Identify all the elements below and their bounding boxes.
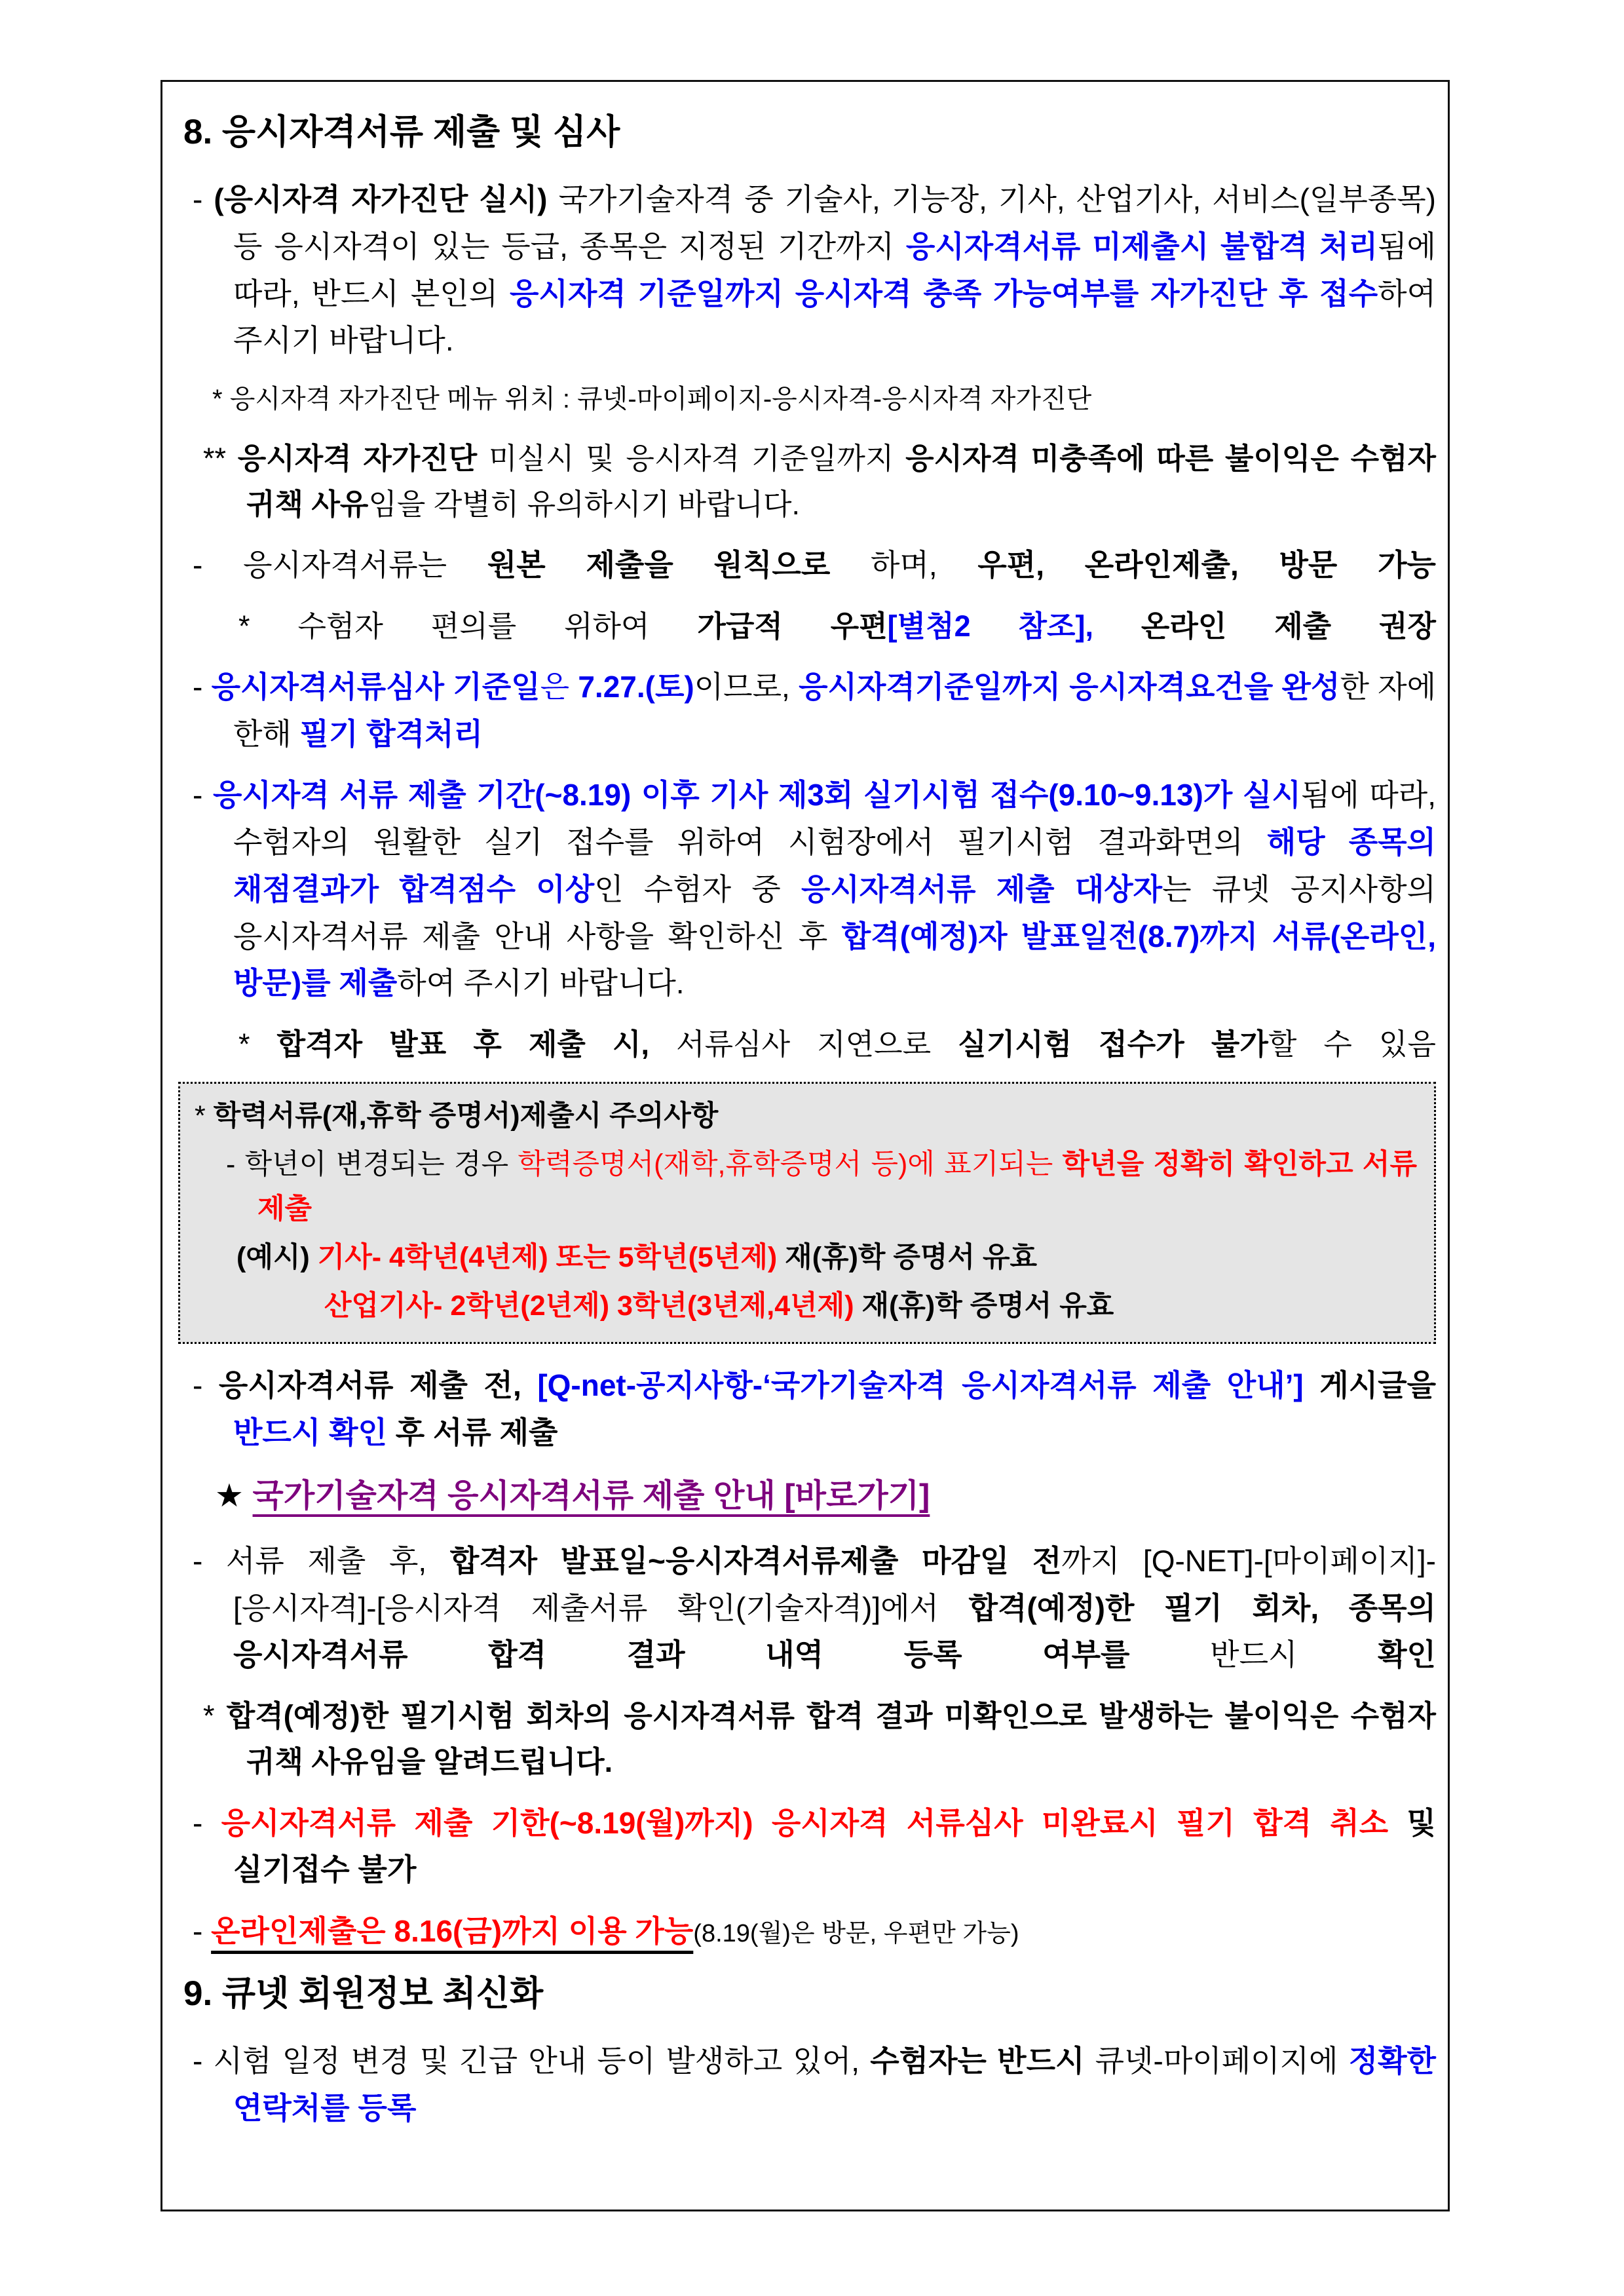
blue-text-run: 합격(예정)자 발표일전(8.7)까지 서류(온라인, 방문)를 제출 xyxy=(233,919,1437,1001)
text-run: 응시자격서류 제출 전, xyxy=(218,1368,538,1403)
blue-text-run: 필기 합격처리 xyxy=(299,716,483,751)
asterisk-marker: * xyxy=(195,1100,214,1132)
blue-text-run: 응시자격 서류 제출 기간(~8.19) 이후 기사 제3회 실기시험 접수(9.10~9.13)가 실시 xyxy=(212,778,1301,813)
red-text-run: 온라인제출은 8.16(금)까지 이용 가능 xyxy=(211,1914,694,1949)
text-run: 응시자격서류는 xyxy=(243,547,487,582)
text-run: 원본 제출을 원칙으로 xyxy=(487,547,831,582)
heading-8 xyxy=(176,108,1436,157)
blue-text-run: 응시자격서류심사 기준일 xyxy=(211,669,540,704)
text-run: 재(휴)학 증명서 유효 xyxy=(777,1242,1038,1274)
red-text-run: 학력증명서(재학,휴학증명서 등)에 표기되는 xyxy=(518,1149,1063,1181)
text-run: 응시자격 미충족에 따른 불이익은 수험자 귀책 사유 xyxy=(246,441,1436,521)
text-run: 까지 [Q-NET]-[마이페이지]-[응시자격]-[응시자격 제출서류 확인(기술자격)]에서 xyxy=(233,1543,1436,1625)
blue-text-run: 해당 종목의 채점결과가 합격점수 이상 xyxy=(233,825,1436,906)
asterisk-marker: * xyxy=(238,609,298,643)
text-run: 합격자 발표 후 제출 시, xyxy=(276,1027,650,1062)
text-run: 하여 주시기 바랍니다. xyxy=(397,966,685,1001)
notice-box-line xyxy=(195,1094,1417,1139)
text-run: 임을 각별히 유의하시기 바랍니다. xyxy=(368,487,800,521)
dash-marker: - xyxy=(193,1805,221,1840)
dash-marker: - xyxy=(226,1149,245,1181)
text-run: 합격자 발표일~응시자격서류제출 마감일 전 xyxy=(449,1543,1062,1578)
text-run: 한 자에 한해 xyxy=(233,669,1436,751)
text-run: (예시) xyxy=(236,1242,318,1274)
notice-box-line xyxy=(195,1236,1417,1280)
text-run: 재(휴)학 증명서 유효 xyxy=(854,1290,1114,1322)
text-run: 서류 제출 후, xyxy=(225,1543,450,1578)
asterisk-marker: * xyxy=(238,1027,277,1062)
text-run: 온라인 제출 권장 xyxy=(1093,609,1436,643)
note-result-uncheck xyxy=(176,1693,1436,1785)
text-run: (응시자격 자가진단 실시) xyxy=(214,182,559,217)
dash-marker: - xyxy=(193,1914,212,1949)
blue-text-run: 응시자격서류 미제출시 불합격 처리 xyxy=(905,229,1378,263)
text-run: 실기시험 접수가 불가 xyxy=(958,1027,1268,1062)
text-run: 는 큐넷 공지사항의 응시자격서류 제출 안내 사항을 확인하신 후 xyxy=(233,871,1436,953)
subnote-late-submit xyxy=(176,1022,1436,1067)
para-qnet-notice xyxy=(176,1362,1436,1457)
para-after-submit-check xyxy=(176,1538,1436,1679)
para-submit-period xyxy=(176,772,1436,1007)
text-run: 응시자격 자가진단 xyxy=(237,441,478,475)
text-run: 서류심사 지연으로 xyxy=(649,1027,958,1062)
dash-marker: - xyxy=(193,547,244,582)
notice-box-line xyxy=(195,1143,1417,1232)
red-text-run: 응시자격서류 제출 기한(~8.19(월)까지) 응시자격 서류심사 미완료시 필기 합격 취소 xyxy=(221,1805,1389,1840)
blue-text-run: [별첨2 참조], xyxy=(887,609,1093,643)
text-run: 우편, 온라인제출, 방문 가능 xyxy=(977,547,1436,582)
blue-text-run: 정확한 연락처를 등록 xyxy=(233,2044,1436,2125)
dash-marker: - xyxy=(193,182,214,217)
text-run: 할 수 있음 xyxy=(1268,1027,1436,1062)
para-online-submit-deadline xyxy=(176,1908,1436,1955)
text-run: 수험자는 반드시 xyxy=(870,2044,1085,2078)
star-icon: ★ xyxy=(215,1478,253,1514)
text-run: 하며, xyxy=(830,547,978,582)
text-run: 학력서류(재,휴학 증명서)제출시 주의사항 xyxy=(213,1100,719,1132)
para-self-check xyxy=(176,176,1436,364)
dash-marker: - xyxy=(193,669,212,704)
notice-box xyxy=(178,1082,1436,1344)
para-review-base-date xyxy=(176,664,1436,758)
text-run: 학년이 변경되는 경우 xyxy=(244,1149,518,1181)
para-contact-update xyxy=(176,2038,1436,2132)
text-run: 인 수험자 중 xyxy=(594,871,801,906)
text-run: 8. 응시자격서류 제출 및 심사 xyxy=(183,113,620,151)
text-run: 합격(예정)한 필기 회차, 종목의 응시자격서류 합격 결과 내역 등록 여부를 xyxy=(233,1590,1436,1672)
text-run: 합격(예정)한 필기시험 회차의 응시자격서류 합격 결과 미확인으로 발생하는 불이익은 수험자 귀책 사유임을 알려드립니다. xyxy=(226,1699,1436,1779)
double-asterisk-marker: ** xyxy=(203,441,238,475)
subnote-mail-recommend xyxy=(176,603,1436,649)
blue-text-run: 7.27.(토) xyxy=(578,669,694,704)
para-original-submit xyxy=(176,542,1436,589)
red-text-run: 학년을 정확히 확인하고 서류 제출 xyxy=(257,1149,1418,1225)
text-run: (8.19(월)은 방문, 우편만 가능) xyxy=(693,1920,1019,1948)
blue-text-run: [Q-net-공지사항-‘국가기술자격 응시자격서류 제출 안내’] xyxy=(537,1368,1304,1403)
red-text-run: 기사- 4학년(4년제) 또는 5학년(5년제) xyxy=(317,1242,778,1274)
dash-marker: - xyxy=(193,1543,226,1578)
text-run: 하여 주시기 바랍니다. xyxy=(233,276,1437,358)
text-run: 가급적 우편 xyxy=(697,609,888,643)
red-text-run: 산업기사- 2학년(2년제) 3학년(3년제,4년제) xyxy=(324,1290,854,1322)
blue-text-run: 응시자격 기준일까지 응시자격 충족 가능여부를 자가진단 후 접수 xyxy=(510,276,1378,311)
text-run: 확인 xyxy=(1378,1637,1436,1672)
text-run: 이므로, xyxy=(694,669,799,704)
text-run: 시험 일정 변경 및 긴급 안내 등이 발생하고 있어, xyxy=(213,2044,871,2078)
text-run: 후 서류 제출 xyxy=(387,1415,558,1449)
submit-guide-link[interactable]: 국가기술자격 응시자격서류 제출 안내 [바로가기] xyxy=(252,1478,930,1514)
dash-marker: - xyxy=(193,2044,214,2078)
para-deadline-cancel xyxy=(176,1800,1436,1894)
link-submit-guide-line xyxy=(176,1471,1436,1521)
text-run: 큐넷-마이페이지에 xyxy=(1084,2044,1349,2078)
text-run: 됨에 따라, 수험자의 원활한 실기 접수를 위하여 시험장에서 필기시험 결과화면의 xyxy=(233,778,1436,860)
text-run: 게시글을 xyxy=(1303,1368,1437,1403)
blue-text-run: 응시자격기준일까지 응시자격요건을 완성 xyxy=(799,669,1340,704)
blue-text-run: 응시자격서류 제출 대상자 xyxy=(801,871,1163,906)
text-run: 됨에 따라, 반드시 본인의 xyxy=(233,229,1436,311)
dash-marker: - xyxy=(193,1368,219,1403)
text-run: 응시자격 자가진단 메뉴 위치 : 큐넷-마이페이지-응시자격-응시자격 자가진단 xyxy=(229,385,1092,414)
blue-text-run: 은 xyxy=(540,669,578,704)
text-run: 수험자 편의를 위하여 xyxy=(297,609,698,643)
asterisk-marker: * xyxy=(212,385,230,414)
heading-9 xyxy=(176,1970,1436,2018)
text-run: 9. 큐넷 회원정보 최신화 xyxy=(183,1974,544,2013)
text-run: 국가기술자격 중 기술사, 기능장, 기사, 산업기사, 서비스(일부종목) 등 응시자격이 있는 등급, 종목은 지정된 기간까지 xyxy=(233,182,1436,263)
notice-box-line xyxy=(195,1284,1417,1329)
content-border-box xyxy=(161,80,1450,2211)
asterisk-marker: * xyxy=(203,1699,227,1733)
text-run: 미실시 및 응시자격 기준일까지 xyxy=(477,441,906,475)
note-self-check-warning xyxy=(176,436,1436,527)
note-menu-location xyxy=(176,379,1436,419)
dash-marker: - xyxy=(193,778,213,813)
blue-text-run: 반드시 확인 xyxy=(233,1415,387,1449)
text-run: 반드시 xyxy=(1129,1637,1378,1672)
text-run: 및 실기접수 불가 xyxy=(233,1805,1436,1887)
